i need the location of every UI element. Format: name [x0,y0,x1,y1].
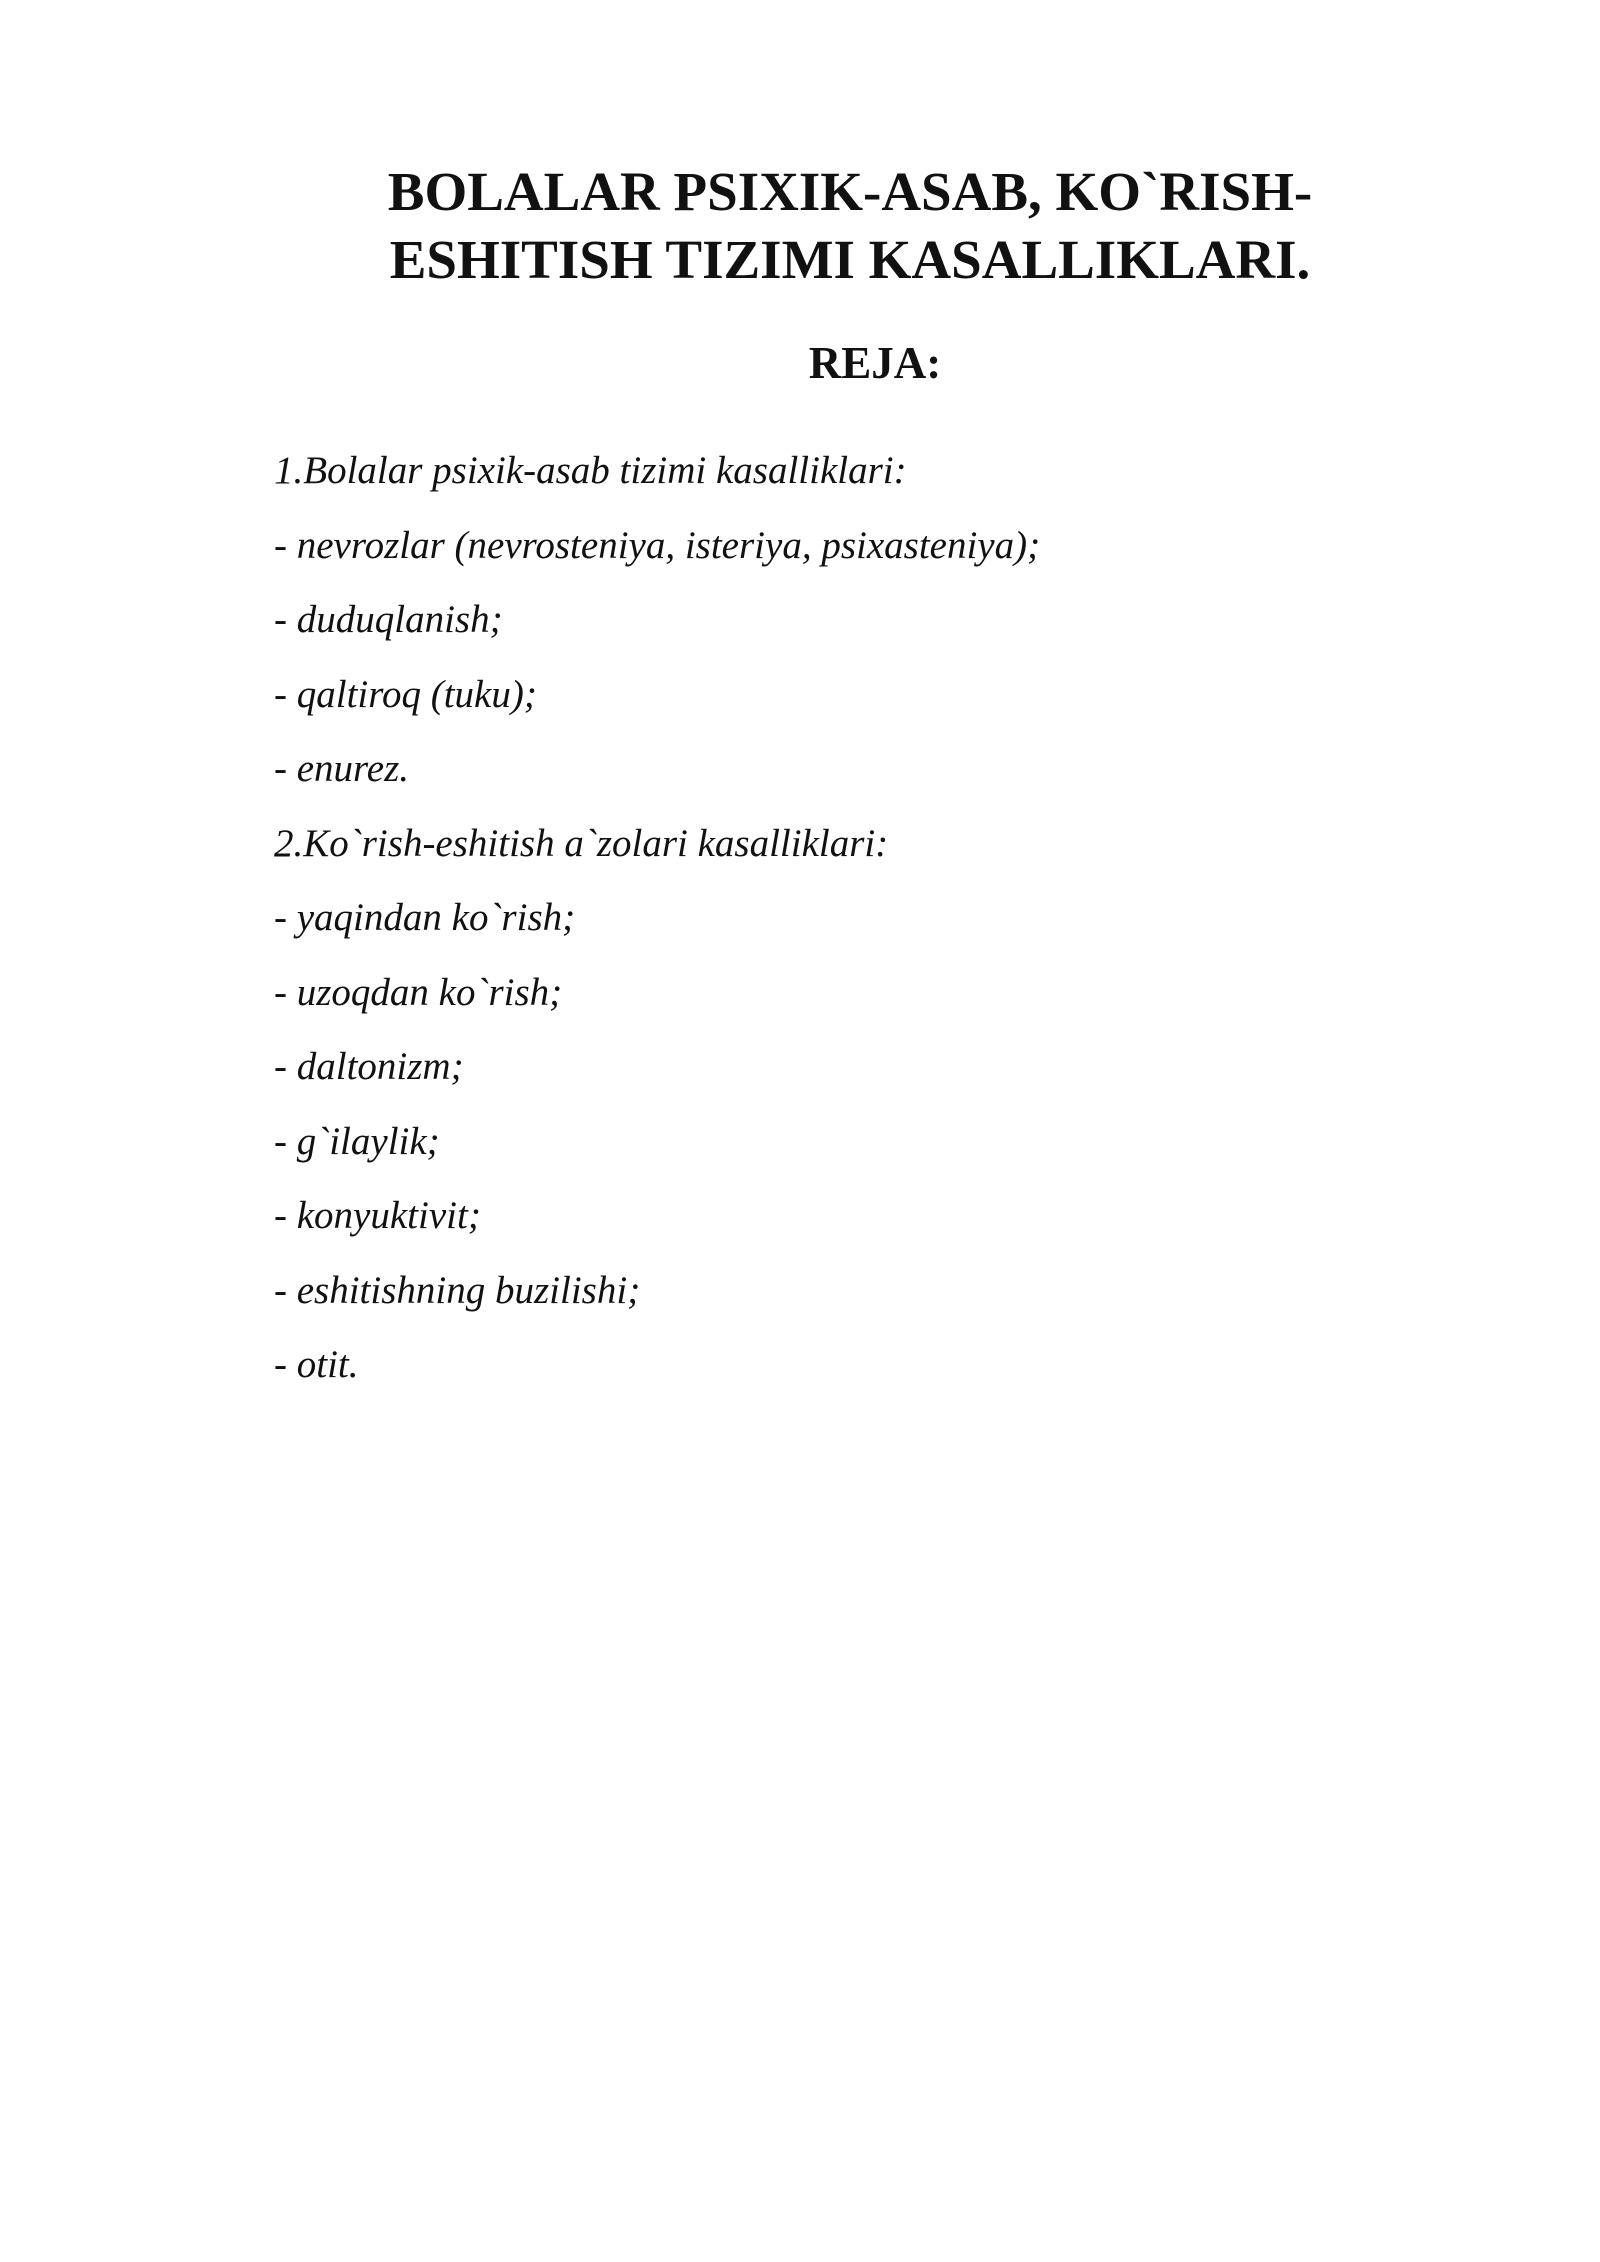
title-line-2: ESHITISH TIZIMI KASALLIKLARI. [389,229,1311,290]
plan-section-2: 2.Ko`rish-eshitish a`zolari kasalliklari: [274,821,889,865]
plan-item-uzoqdan-korish: - uzoqdan ko`rish; [274,970,563,1014]
plan-item-qaltiroq: - qaltiroq (tuku); [274,672,537,716]
plan-item-konyuktivit: - konyuktivit; [274,1194,481,1237]
plan-item-otit: - otit. [274,1343,359,1386]
plan-heading: REJA: [808,338,942,388]
plan-list [274,446,1474,1415]
document-title [300,158,1400,294]
plan-item-duduqlanish: - duduqlanish; [274,598,503,641]
plan-section-1: 1.Bolalar psixik-asab tizimi kasalliklari: [274,449,907,492]
plan-item-yaqindan-korish: - yaqindan ko`rish; [274,896,576,939]
plan-item-enurez: - enurez. [274,747,410,790]
plan-item-nevrozlar: - nevrozlar (nevrosteniya, isteriya, psixasteniya); [274,523,1041,567]
title-line-1: BOLALAR PSIXIK-ASAB, KO`RISH- [387,161,1313,222]
plan-item-daltonizm: - daltonizm; [274,1045,464,1088]
plan-item-gilaylik: - g`ilaylik; [274,1119,440,1163]
plan-item-eshitish-buzilishi: - eshitishning buzilishi; [274,1268,641,1312]
